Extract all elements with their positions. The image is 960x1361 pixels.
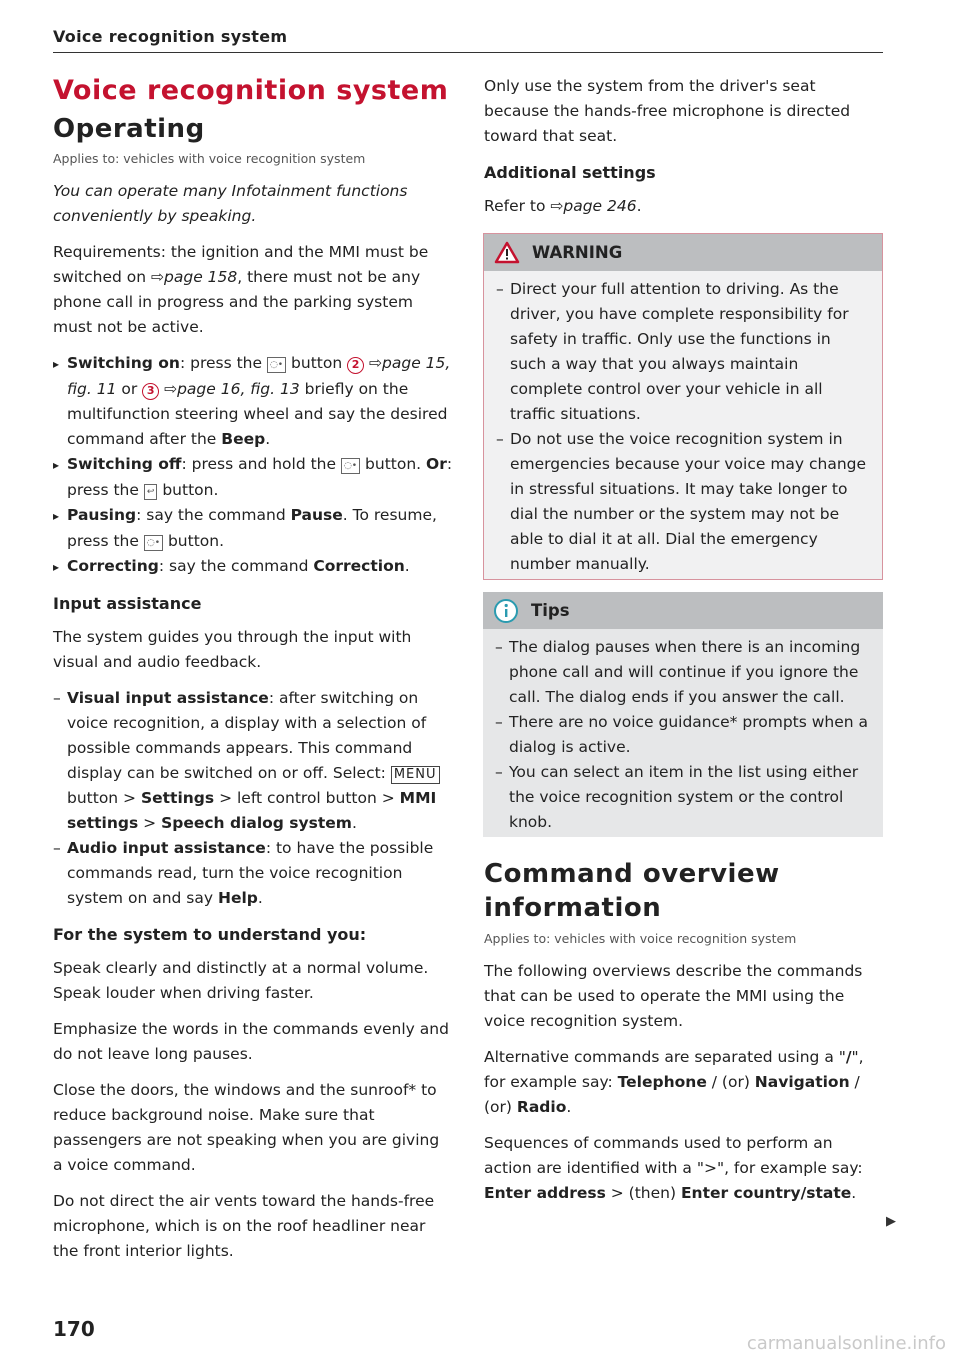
text-segment: . [404, 557, 410, 575]
text-segment: button [286, 354, 348, 372]
page-number: 170 [53, 1317, 95, 1341]
refer-text [484, 194, 884, 219]
bullet-switching-off [53, 452, 453, 503]
voice-button-icon: ◌• [144, 535, 163, 551]
text-segment: . [636, 197, 642, 215]
header-rule [53, 52, 883, 53]
overview-para [484, 959, 884, 1034]
overview-para [484, 1045, 884, 1120]
page-reference: ⇨page 16, fig. 13 [164, 380, 300, 398]
text-segment: briefly on the multifunction steering wheel and say the desired command after the [67, 380, 448, 448]
operation-list [53, 351, 453, 580]
text-segment: . To resume, press the [67, 506, 437, 550]
bold-text: / [845, 1048, 852, 1066]
chapter-title: Voice recognition system [53, 75, 449, 106]
bullet-switching-on [53, 351, 453, 452]
bold-text: Switching on [67, 354, 180, 372]
understand-para: Speak clearly and distinctly at a normal volume. Speak louder when driving faster. [53, 959, 429, 1002]
section-title: Operating [53, 114, 205, 144]
bold-text: Radio [516, 1098, 567, 1116]
bold-text: Navigation [754, 1073, 850, 1091]
text-segment: , there must not be any phone call in progress and the parking system must not be active. [53, 268, 421, 336]
additional-settings-heading: Additional settings [484, 163, 656, 182]
text-segment: or [116, 380, 143, 398]
text-segment: Requirements: the ignition and the MMI must be switched on [53, 243, 429, 286]
input-assistance-heading: Input assistance [53, 594, 202, 613]
bold-text: Enter address [484, 1184, 606, 1202]
warning-item: – Direct your full attention to driving. As the driver, you have complete responsibility for safety in traffic. Only use the functions in such a way that you always maintain complete control over your vehicle in all traffic situations. [496, 277, 870, 427]
overview-para [484, 1131, 884, 1206]
text-segment: : to have the possible commands read, turn the voice recognition system on and say [67, 839, 434, 907]
text-segment: . [351, 814, 357, 832]
bold-text: Beep [221, 430, 266, 448]
input-assistance-list [53, 686, 453, 911]
callout-number: 2 [347, 357, 364, 374]
text-segment: : press the [67, 455, 453, 499]
overview-applies-to: Applies to: vehicles with voice recognition system [484, 931, 797, 946]
applies-to: Applies to: vehicles with voice recognition system [53, 151, 366, 166]
text-segment: . [566, 1098, 572, 1116]
text-segment: > [138, 814, 162, 832]
tips-header [483, 592, 883, 629]
left-column [53, 74, 453, 1275]
text-segment: : press and hold the [181, 455, 341, 473]
warning-header [484, 234, 882, 271]
bold-text: Telephone [617, 1073, 707, 1091]
info-icon [493, 598, 519, 624]
requirements-text [53, 240, 453, 340]
text-segment: . [265, 430, 271, 448]
text-segment: button. [360, 455, 427, 473]
text-segment: / (or) [484, 1073, 860, 1116]
text-segment: : say the command [136, 506, 291, 524]
text-segment: button > [67, 789, 141, 807]
input-assistance-text: The system guides you through the input with visual and audio feedback. [53, 628, 412, 671]
page-reference: ⇨page 15, fig. 11 [67, 354, 451, 398]
bold-text: Help [217, 889, 258, 907]
understand-heading: For the system to understand you: [53, 925, 367, 944]
bullet-pausing [53, 503, 453, 554]
tips-item: – You can select an item in the list using either the voice recognition system or the control knob. [495, 760, 871, 835]
bold-text: Visual input assistance [67, 689, 269, 707]
running-header: Voice recognition system [53, 27, 288, 46]
tips-title: Tips [531, 601, 570, 620]
watermark: carmanualsonline.info [746, 1333, 946, 1354]
continued-arrow-icon: ▶ [886, 1214, 896, 1229]
text-segment: Sequences of commands used to perform an action are identified with a ">", for example say: [484, 1134, 863, 1177]
visual-input-item [53, 686, 453, 836]
text-segment: : press the [179, 354, 267, 372]
bold-text: Pause [290, 506, 343, 524]
text-segment: . [257, 889, 263, 907]
page-reference: ⇨page 246 [550, 197, 637, 215]
voice-button-icon: ◌• [267, 357, 286, 373]
back-button-icon: ↩ [144, 484, 158, 500]
audio-input-item [53, 836, 453, 911]
understand-para: Close the doors, the windows and the sunroof* to reduce background noise. Make sure that passengers are not speaking when you are giving a voice command. [53, 1081, 440, 1174]
bold-text: Audio input assistance [67, 839, 266, 857]
text-segment: Alternative commands are separated using a " [484, 1048, 846, 1066]
text-segment: ", for example say: [484, 1048, 864, 1091]
voice-button-icon: ◌• [341, 458, 360, 474]
text-segment: / (or) [706, 1073, 755, 1091]
driver-seat-text: Only use the system from the driver's seat because the hands-free microphone is directed toward that seat. [484, 77, 851, 145]
text-segment: > left control button > [214, 789, 400, 807]
bold-text: Correcting [67, 557, 159, 575]
right-column [484, 74, 884, 1217]
warning-title: WARNING [532, 243, 623, 262]
text-segment: button. [163, 532, 225, 550]
bold-text: Or [426, 455, 447, 473]
text-segment: button. [157, 481, 219, 499]
bold-text: Settings [140, 789, 215, 807]
callout-number: 3 [142, 383, 159, 400]
tips-body [483, 629, 883, 837]
text-segment: . [851, 1184, 857, 1202]
intro-text: You can operate many Infotainment functions conveniently by speaking. [53, 182, 408, 225]
bold-text: Correction [313, 557, 405, 575]
tips-item: – There are no voice guidance* prompts when a dialog is active. [495, 710, 871, 760]
warning-triangle-icon [494, 241, 520, 264]
text-segment: Refer to [484, 197, 551, 215]
text-segment: : after switching on voice recognition, a display with a selection of possible commands appears. This command display can be switched on or off. Select: [67, 689, 427, 782]
text-segment: : say the command [158, 557, 314, 575]
bold-text: Enter country/state [680, 1184, 852, 1202]
warning-body [484, 271, 882, 579]
bold-text: Pausing [67, 506, 137, 524]
warning-item: – Do not use the voice recognition system in emergencies because your voice may change in stressful situations. It may take longer to dial the number or the system may not be able to dial it at all. Dial the emergency number manually. [496, 427, 870, 577]
bold-text: Switching off [67, 455, 182, 473]
menu-button-label: MENU [391, 766, 440, 784]
text-segment: The following overviews describe the commands that can be used to operate the MMI using the voice recognition system. [484, 962, 863, 1030]
bold-text: Speech dialog system [161, 814, 352, 832]
overview-title: Command overview information [484, 859, 780, 923]
tips-item: – The dialog pauses when there is an incoming phone call and will continue if you ignore the call. The dialog ends if you answer the call. [495, 635, 871, 710]
bold-text: MMI settings [67, 789, 437, 832]
understand-para: Emphasize the words in the commands evenly and do not leave long pauses. [53, 1020, 449, 1063]
understand-para: Do not direct the air vents toward the hands-free microphone, which is on the roof headliner near the front interior lights. [53, 1192, 435, 1260]
text-segment: > (then) [605, 1184, 681, 1202]
page-reference: ⇨page 158 [151, 268, 238, 286]
bullet-correcting [53, 554, 453, 580]
warning-box [483, 233, 883, 580]
tips-box [483, 592, 883, 837]
